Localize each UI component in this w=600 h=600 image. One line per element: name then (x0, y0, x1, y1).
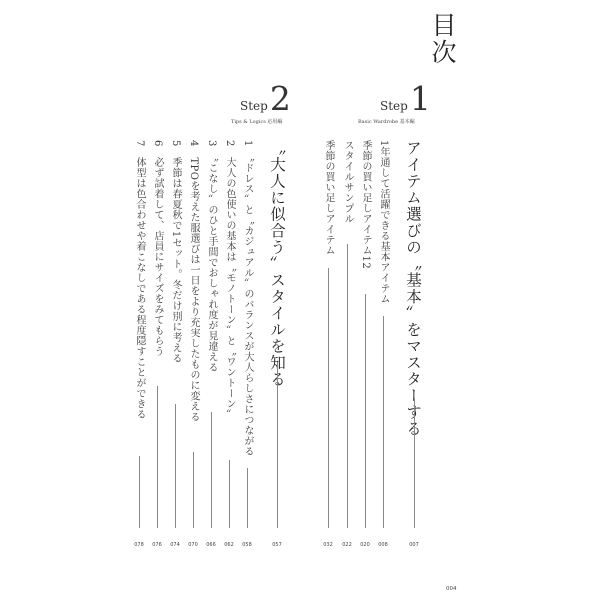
page-number: 004 (446, 586, 457, 592)
step2-item-7-leader (139, 456, 140, 528)
step2-item-1: 1 〝ドレス〟と〝カジュアル〟のバランスが大人らしさにつながる (242, 140, 253, 457)
step1-word: Step (380, 99, 408, 113)
step2-number: 2 (269, 79, 291, 118)
step1-item-1: 1年通して活躍できる基本アイテム (378, 140, 389, 305)
step2-item-2-leader (229, 460, 230, 528)
step2-item-3: 3 〝こなし〟のひと手間でおしゃれ度が見違える (206, 140, 217, 373)
step2-item-3-leader (211, 412, 212, 528)
step2-item-6-leader (157, 386, 158, 528)
step2-item-4-leader (193, 452, 194, 528)
step2-item-4: 4 TPOを考えた服選びは一日をより充実したものに変える (188, 140, 199, 422)
step1-item-2: 季節の買い足しアイテム12 (360, 140, 371, 270)
step1-item-3-leader (347, 244, 348, 528)
step2-word: Step (240, 99, 268, 113)
step2-item-7: 7 体型は色合わせや着こなしである程度隠すことができる (134, 140, 145, 420)
step1-heading-leader (414, 398, 415, 528)
step1-header (380, 79, 431, 118)
page-title: 目次 (428, 12, 457, 66)
step2-item-5-page: 074 (170, 542, 180, 548)
step1-item-1-page: 008 (378, 542, 388, 548)
step2-heading: 〝大人に似合う〟スタイルを知る (268, 140, 286, 388)
step1-item-3: スタイルサンプル (342, 140, 353, 224)
step2-item-2: 2 大人の色使いの基本は〝モノトーン〟と〝ワントーン〟 (224, 140, 235, 420)
step2-item-2-page: 062 (224, 542, 234, 548)
step1-heading: アイテム選びの〝基本〟をマスターする (404, 140, 422, 437)
step2-item-5-leader (175, 404, 176, 528)
step2-item-6: 6 必ず試着して、店員にサイズをみてもらう (152, 140, 163, 357)
step1-heading-page: 007 (409, 542, 419, 548)
step2-item-1-leader (247, 468, 248, 528)
step1-item-2-page: 020 (360, 542, 370, 548)
step2-item-4-page: 070 (188, 542, 198, 548)
step2-header (240, 79, 291, 118)
step1-item-3-page: 022 (342, 542, 352, 548)
step1-item-4-leader (328, 268, 329, 528)
step2-heading-leader (277, 362, 278, 528)
step1-item-2-leader (365, 294, 366, 528)
step2-item-7-page: 078 (134, 542, 144, 548)
step1-subtitle: Basic Wardrobe 基本編 (358, 119, 415, 125)
step2-item-5: 5 季節は春夏秋で1セット。冬だけ別に考える (170, 140, 181, 364)
step2-item-3-page: 066 (206, 542, 216, 548)
step1-item-1-leader (383, 316, 384, 528)
step2-item-6-page: 076 (152, 542, 162, 548)
step2-heading-page: 057 (272, 542, 282, 548)
step1-number: 1 (409, 79, 431, 118)
step1-item-4: 季節の買い足しアイテム (323, 140, 334, 256)
step2-subtitle: Tips & Logics 応用編 (231, 119, 283, 125)
step2-item-1-page: 058 (242, 542, 252, 548)
step1-item-4-page: 032 (323, 542, 333, 548)
